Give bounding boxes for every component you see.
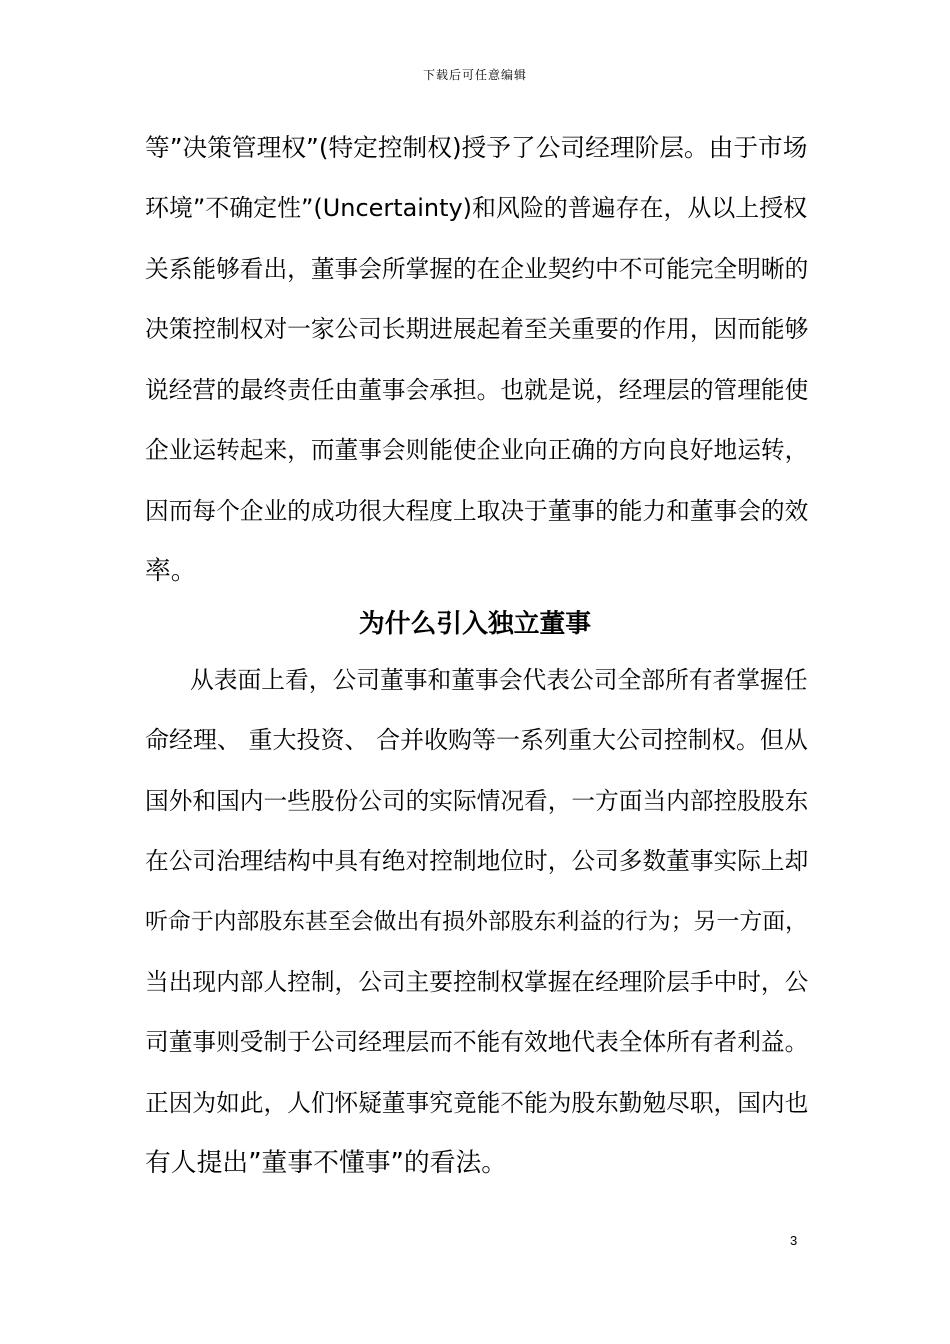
paragraph-line: 从表面上看，公司董事和董事会代表公司全部所有者掌握任 (190, 666, 808, 694)
paragraph-line: 关系能够看出，董事会所掌握的在企业契约中不可能完全明晰的 (145, 255, 809, 283)
paragraph-line: 正因为如此，人们怀疑董事究竟能不能为股东勤勉尽职，国内也 (145, 1089, 809, 1117)
paragraph-line: 因而每个企业的成功很大程度上取决于董事的能力和董事会的效 (145, 497, 809, 525)
paragraph-line: 有人提出”董事不懂事”的看法。 (145, 1148, 508, 1178)
page-number: 3 (790, 1233, 798, 1248)
paragraph-line: 司董事则受制于公司经理层而不能有效地代表全体所有者利益。 (145, 1028, 809, 1056)
paragraph-line: 国外和国内一些股份公司的实际情况看，一方面当内部控股股东 (145, 787, 809, 815)
paragraph-line: 率。 (145, 556, 197, 586)
paragraph-line: 听命于内部股东甚至会做出有损外部股东利益的行为；另一方面， (145, 909, 808, 935)
paragraph-line: 环境”不确定性”(Uncertainty)和风险的普遍存在，从以上授权 (145, 194, 808, 222)
paragraph-line: 决策控制权对一家公司长期进展起着至关重要的作用，因而能够 (145, 315, 809, 343)
header-note: 下载后可任意编辑 (422, 68, 527, 82)
paragraph-line: 在公司治理结构中具有绝对控制地位时，公司多数董事实际上却 (145, 847, 809, 875)
paragraph-line: 企业运转起来，而董事会则能使企业向正确的方向良好地运转， (145, 436, 809, 464)
paragraph-line: 等”决策管理权”(特定控制权)授予了公司经理阶层。由于市场 (145, 133, 808, 162)
paragraph-line: 说经营的最终责任由董事会承担。也就是说，经理层的管理能使 (145, 376, 809, 404)
paragraph-line: 当出现内部人控制，公司主要控制权掌握在经理阶层手中时，公 (145, 968, 809, 996)
section-heading: 为什么引入独立董事 (358, 609, 592, 639)
paragraph-line: 命经理、 重大投资、 合并收购等一系列重大公司控制权。但从 (145, 726, 808, 754)
